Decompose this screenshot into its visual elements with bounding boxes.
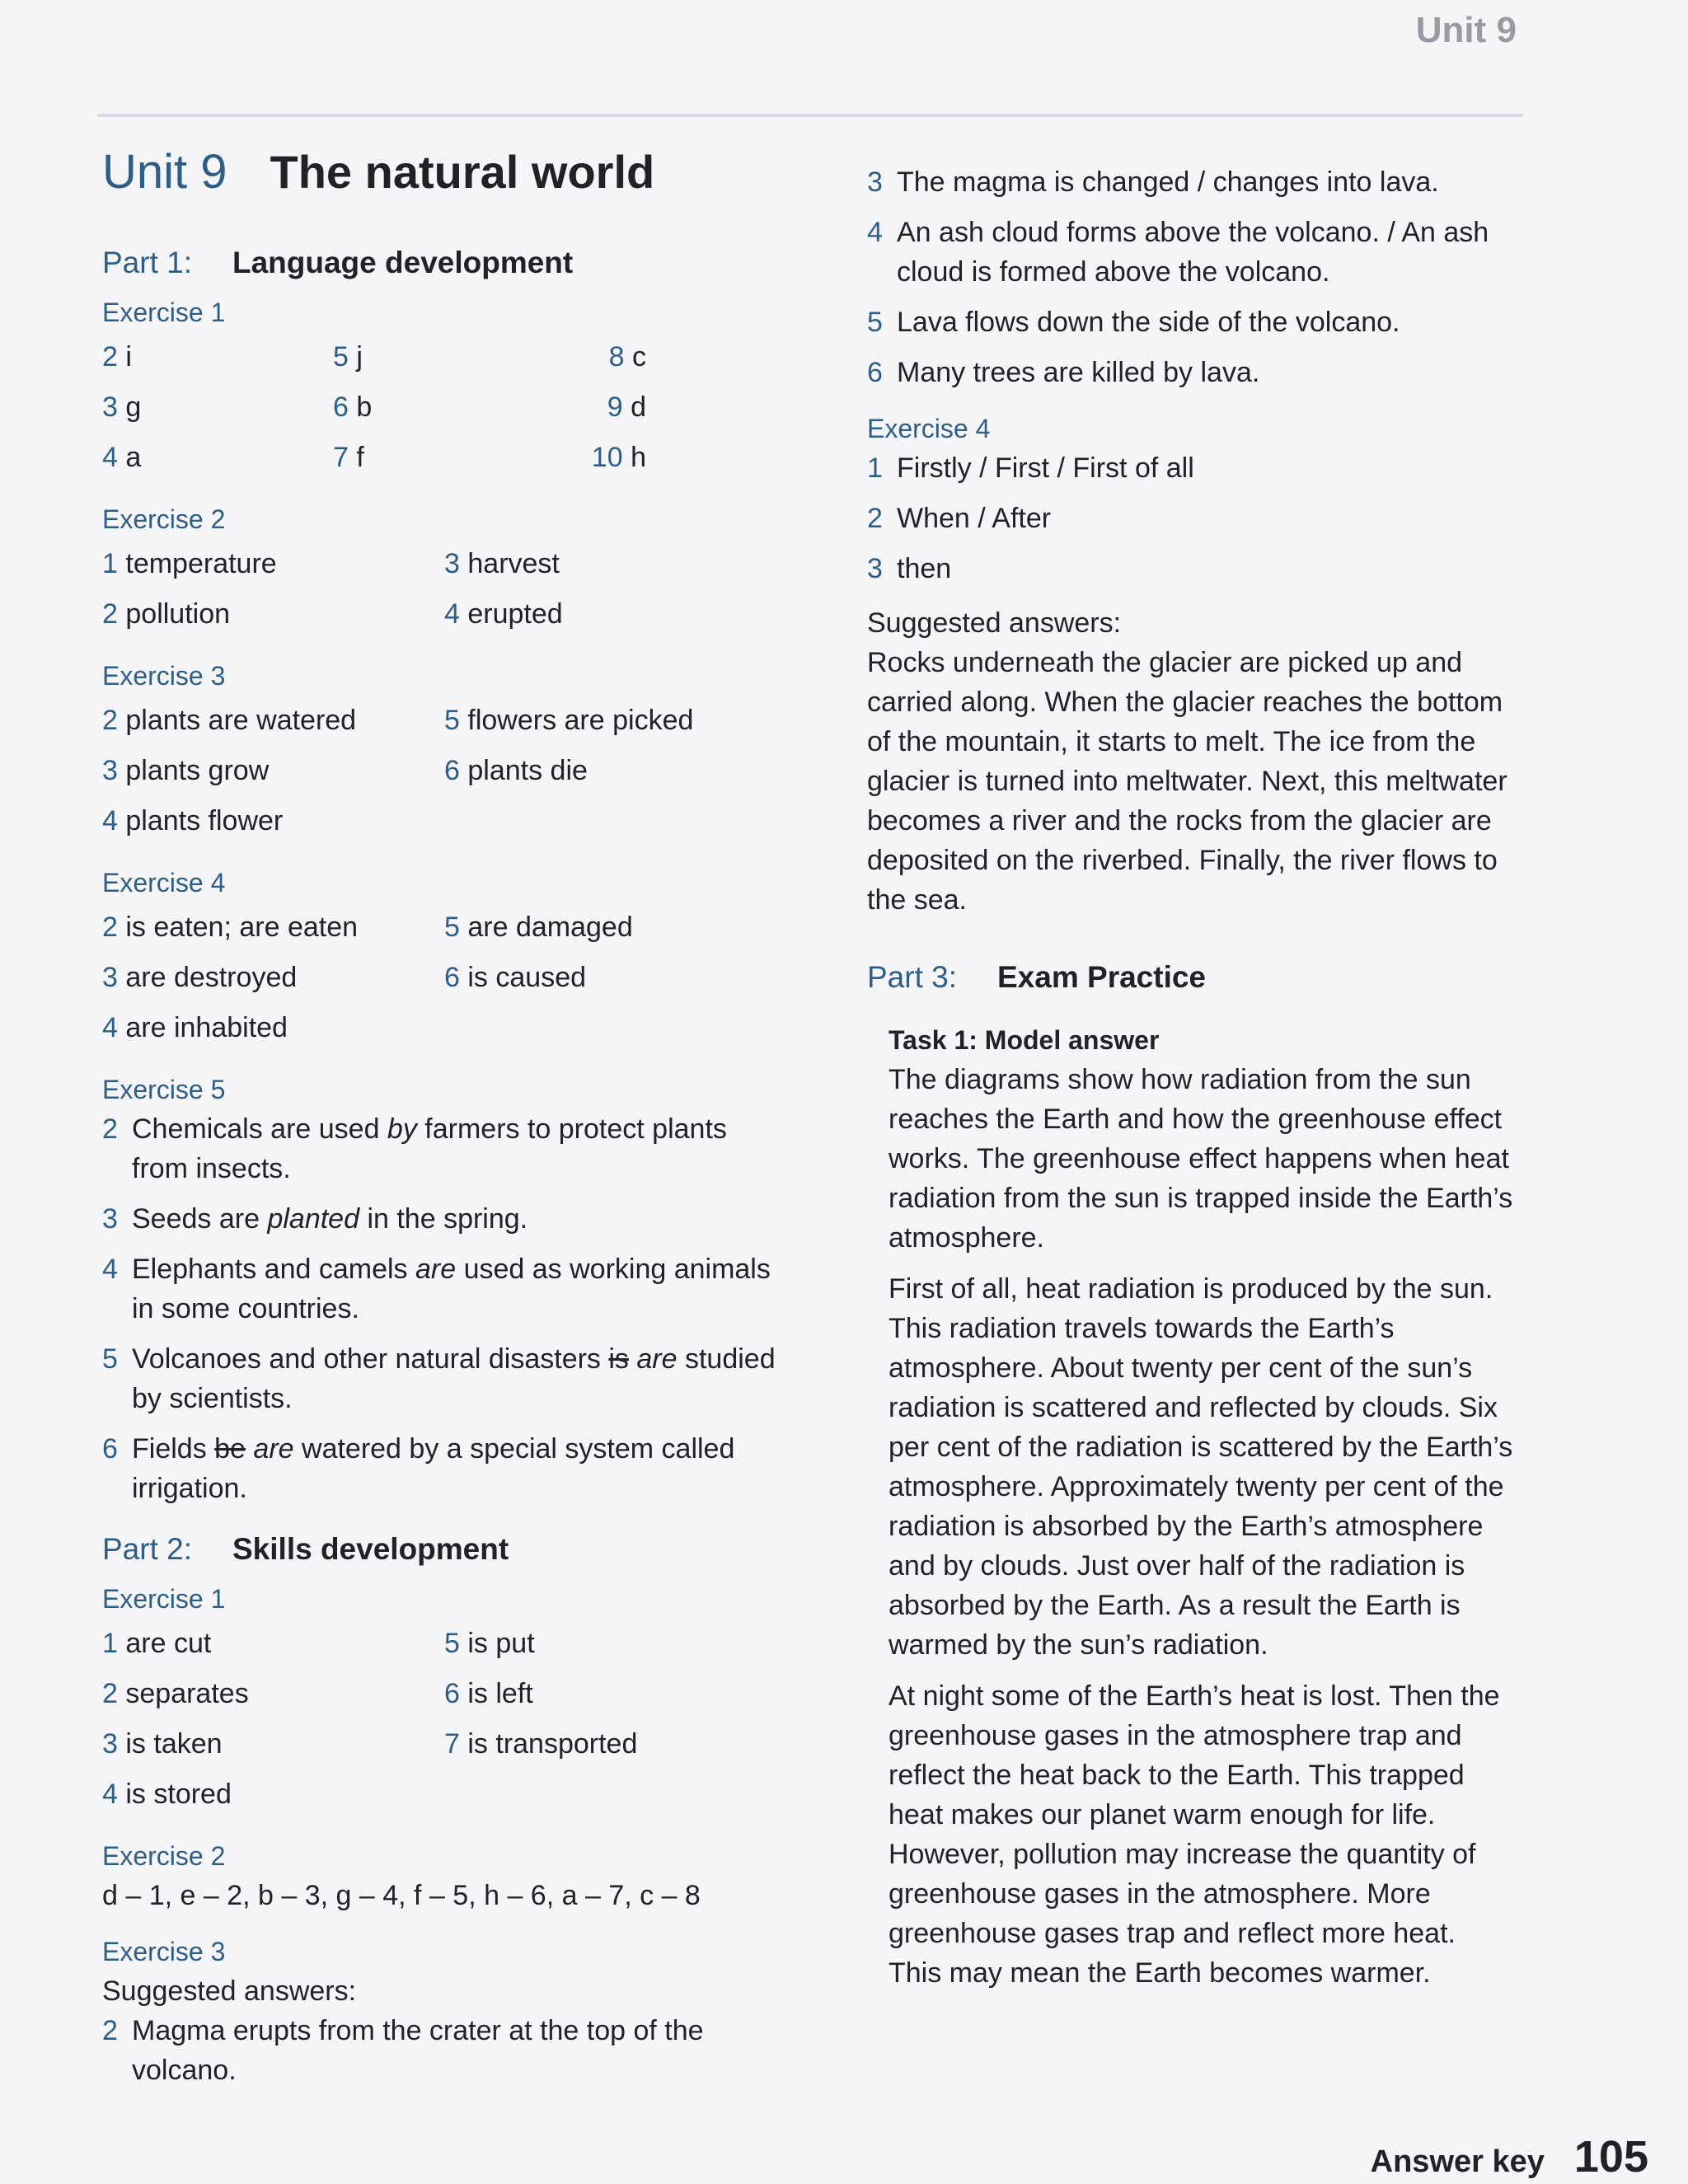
answer-cell (333, 382, 580, 433)
p2-exercise-4-intro: Suggested answers: (867, 607, 1122, 639)
answer-item (102, 2011, 778, 2090)
answer-number: 5 (444, 1628, 460, 1660)
answer-number: 2 (102, 1113, 118, 1146)
answer-text: Magma erupts from the crater at the top of the volcano. (132, 2015, 704, 2087)
p2-exercise-3-intro: Suggested answers: (102, 1975, 357, 2008)
answer-row (102, 332, 778, 382)
answer-text: is transported (467, 1728, 638, 1760)
answer-number: 6 (444, 755, 460, 787)
answer-row (102, 1669, 778, 1719)
answer-text: plants die (467, 755, 588, 787)
answer-text: plants flower (125, 805, 284, 837)
p2-exercise-1-answers (102, 1619, 778, 1820)
answer-row (102, 696, 778, 746)
answer-text: b (356, 391, 373, 424)
answer-cell (580, 433, 646, 483)
answer-number: 6 (333, 391, 349, 424)
answer-text: Chemicals are used by farmers to protect plants from insects. (132, 1113, 727, 1185)
answer-cell (444, 1719, 637, 1769)
unit-title (102, 144, 778, 223)
answer-cell (102, 902, 444, 953)
answer-item (102, 1249, 778, 1329)
answer-number: 2 (102, 1678, 118, 1710)
answer-text: f (356, 442, 364, 474)
answer-number: 9 (607, 391, 623, 424)
answer-text: is put (467, 1628, 535, 1660)
answer-row (102, 902, 778, 953)
answer-cell (444, 1619, 535, 1669)
left-column (102, 144, 778, 2101)
model-answer-paragraph: First of all, heat radiation is produced by the sun. This radiation travels towards the Earth’s atmosphere. About twenty per cent of the sun’s radiation is scattered and reflected by clouds. Six per cent of the radiation is scattered by the Earth’s atmosphere. Approximately twenty per cent of the radiation is absorbed by the Earth’s atmosphere and by clouds. Just over half of the radiation is absorbed by the Earth. As a result the Earth is warmed by the sun’s radiation. (889, 1273, 1513, 1661)
answer-number: 1 (867, 452, 883, 484)
answer-text: then (897, 553, 952, 584)
answer-number: 3 (102, 1728, 118, 1760)
answer-number: 3 (444, 548, 460, 580)
answer-text: is eaten; are eaten (125, 912, 359, 944)
answer-number: 5 (333, 341, 349, 373)
answer-text: harvest (467, 548, 560, 580)
answer-item (867, 353, 1526, 392)
answer-row (102, 796, 778, 846)
answer-text: pollution (125, 598, 231, 630)
answer-number: 1 (102, 1628, 118, 1660)
answer-item (867, 549, 1526, 588)
answer-cell (102, 332, 333, 382)
answer-row (102, 1003, 778, 1053)
answer-number: 2 (102, 598, 118, 630)
answer-text: are cut (125, 1628, 212, 1660)
answer-item (102, 1199, 778, 1239)
answer-number: 8 (608, 341, 625, 373)
part-number: Part 3: (867, 960, 957, 994)
unit-name: The natural world (270, 146, 655, 198)
answer-number: 6 (444, 962, 460, 994)
answer-number: 2 (102, 705, 118, 737)
part-number: Part 2: (102, 1532, 192, 1567)
answer-cell (102, 1669, 444, 1719)
answer-cell (333, 332, 580, 382)
struck-word: be (214, 1433, 246, 1465)
answer-text: is stored (125, 1779, 232, 1811)
answer-number: 5 (444, 705, 460, 737)
answer-number: 4 (102, 442, 118, 474)
answer-number: 1 (102, 548, 118, 580)
answer-text: Seeds are planted in the spring. (132, 1203, 528, 1235)
right-column (867, 162, 1526, 2004)
answer-item (867, 302, 1526, 342)
answer-number: 4 (102, 805, 118, 837)
answer-number: 10 (591, 442, 623, 474)
answer-cell (444, 589, 563, 640)
answer-number: 3 (867, 553, 883, 584)
answer-row (102, 1619, 778, 1669)
answer-number: 3 (867, 166, 883, 198)
answer-text: are damaged (467, 912, 633, 944)
answer-text: plants are watered (125, 705, 357, 737)
answer-number: 5 (102, 1343, 118, 1376)
answer-text: Many trees are killed by lava. (897, 357, 1260, 388)
p2-exercise-1-title: Exercise 1 (102, 1584, 226, 1615)
answer-cell (102, 953, 444, 1003)
answer-number: 2 (867, 503, 883, 534)
answer-row (102, 953, 778, 1003)
answer-text: The magma is changed / changes into lava. (897, 166, 1439, 198)
model-answer-box (889, 1020, 1515, 1993)
p1-exercise-3-title: Exercise 3 (102, 661, 226, 691)
answer-number: 5 (867, 307, 883, 338)
struck-word: is (608, 1343, 629, 1376)
answer-text: temperature (125, 548, 277, 580)
answer-text: are inhabited (125, 1012, 288, 1044)
part-name: Exam Practice (997, 960, 1207, 994)
answer-cell (333, 433, 580, 483)
p1-exercise-2-title: Exercise 2 (102, 504, 226, 535)
p1-exercise-2-answers (102, 539, 778, 640)
footer-label: Answer key (1370, 2144, 1545, 2179)
answer-text: j (356, 341, 363, 373)
answer-cell (102, 696, 444, 746)
answer-text: When / After (897, 503, 1052, 534)
answer-number: 6 (444, 1678, 460, 1710)
answer-number: 6 (102, 1433, 118, 1465)
answer-text: d (631, 391, 646, 424)
answer-row (102, 1769, 778, 1820)
answer-number: 2 (102, 341, 118, 373)
answer-item (102, 1429, 778, 1508)
header-rule (97, 114, 1523, 117)
part-2-heading (102, 1530, 778, 1569)
answer-number: 4 (444, 598, 460, 630)
part-1-heading (102, 243, 778, 283)
answer-item (867, 162, 1526, 202)
answer-cell (102, 1619, 444, 1669)
answer-text: Elephants and camels are used as working animals in some countries. (132, 1254, 771, 1325)
answer-number: 3 (102, 1203, 118, 1235)
answer-number: 3 (102, 391, 118, 424)
answer-text: are destroyed (125, 962, 298, 994)
answer-text: is caused (467, 962, 587, 994)
answer-cell (102, 539, 444, 589)
answer-cell (102, 796, 444, 846)
answer-row (102, 382, 778, 433)
answer-row (102, 433, 778, 483)
answer-number: 3 (102, 962, 118, 994)
answer-item (102, 1339, 778, 1418)
answer-item (867, 499, 1526, 538)
model-answer-paragraph: At night some of the Earth’s heat is lost. Then the greenhouse gases in the atmosphere trap and reflect the heat back to the Earth. This trapped heat makes our planet warm enough for life. However, pollution may increase the quantity of greenhouse gases in the atmosphere. More greenhouse gases trap and reflect more heat. This may mean the Earth becomes warmer. (889, 1680, 1500, 1990)
p1-exercise-4-title: Exercise 4 (102, 868, 226, 898)
answer-cell (444, 539, 560, 589)
answer-cell (102, 1003, 444, 1053)
p2-exercise-4-title: Exercise 4 (867, 414, 991, 443)
answer-cell (580, 332, 646, 382)
answer-text: c (632, 341, 646, 373)
part-number: Part 1: (102, 246, 192, 279)
answer-cell (102, 382, 333, 433)
answer-text: Fields be are watered by a special system called irrigation. (132, 1433, 735, 1505)
part-3-heading (867, 958, 1526, 997)
answer-text: Volcanoes and other natural disasters is are studied by scientists. (132, 1343, 776, 1415)
answer-number: 7 (333, 442, 349, 474)
answer-item (102, 1109, 778, 1188)
answer-cell (444, 902, 633, 953)
answer-text: i (125, 341, 132, 373)
p1-exercise-3-answers (102, 696, 778, 846)
answer-number: 6 (867, 357, 883, 388)
p1-exercise-1-title: Exercise 1 (102, 298, 226, 328)
answer-number: 4 (102, 1779, 118, 1811)
running-header-unit: Unit 9 (1415, 10, 1517, 50)
answer-cell (444, 746, 588, 796)
answer-number: 4 (867, 217, 883, 248)
p2-exercise-3-title: Exercise 3 (102, 1937, 226, 1967)
answer-cell (102, 746, 444, 796)
answer-cell (580, 382, 646, 433)
task-title: Task 1: Model answer (889, 1025, 1160, 1056)
p1-exercise-5-title: Exercise 5 (102, 1075, 226, 1105)
p1-exercise-1-answers (102, 332, 778, 483)
answer-number: 3 (102, 755, 118, 787)
answer-cell (444, 696, 693, 746)
p1-exercise-4-answers (102, 902, 778, 1053)
p2-exercise-4-paragraph: Rocks underneath the glacier are picked up and carried along. When the glacier reaches the bottom of the mountain, it starts to melt. The ice from the glacier is turned into meltwater. Next, this meltwater becomes a river and the rocks from the glacier are deposited on the riverbed. Finally, the river flows to the sea. (867, 647, 1507, 916)
answer-text: h (631, 442, 646, 474)
answer-number: 2 (102, 912, 118, 944)
unit-number: Unit 9 (102, 145, 227, 199)
answer-text: erupted (467, 598, 563, 630)
answer-text: plants grow (125, 755, 270, 787)
answer-text: separates (125, 1678, 249, 1710)
p1-exercise-5-answers (102, 1109, 778, 1508)
answer-text: is taken (125, 1728, 223, 1760)
answer-number: 4 (102, 1012, 118, 1044)
page-number: 105 (1573, 2132, 1648, 2182)
answer-text: Firstly / First / First of all (897, 452, 1194, 484)
answer-row (102, 746, 778, 796)
answer-text: a (125, 442, 142, 474)
answer-number: 4 (102, 1254, 118, 1286)
answer-cell (102, 1769, 444, 1820)
answer-text: Lava flows down the side of the volcano. (897, 307, 1400, 338)
answer-row (102, 539, 778, 589)
answer-text: An ash cloud forms above the volcano. / An ash cloud is formed above the volcano. (897, 217, 1489, 288)
answer-number: 5 (444, 912, 460, 944)
answer-cell (444, 953, 586, 1003)
answer-item (867, 448, 1526, 488)
p2-exercise-2-title: Exercise 2 (102, 1841, 226, 1872)
answer-text: g (125, 391, 142, 424)
answer-cell (444, 1669, 533, 1719)
answer-number: 7 (444, 1728, 460, 1760)
answer-row (102, 589, 778, 640)
model-answer-paragraph: The diagrams show how radiation from the sun reaches the Earth and how the greenhouse effect works. The greenhouse effect happens when heat radiation from the sun is trapped inside the Earth’s atmosphere. (889, 1064, 1513, 1254)
answer-cell (102, 589, 444, 640)
page-footer (1319, 2131, 1648, 2182)
p2-exercise-2-answer: d – 1, e – 2, b – 3, g – 4, f – 5, h – 6, a – 7, c – 8 (102, 1880, 701, 1912)
answer-text: flowers are picked (467, 705, 694, 737)
answer-text: is left (467, 1678, 533, 1710)
answer-cell (102, 1719, 444, 1769)
part-name: Language development (232, 246, 574, 279)
answer-cell (102, 433, 333, 483)
answer-row (102, 1719, 778, 1769)
part-name: Skills development (232, 1532, 509, 1567)
answer-number: 2 (102, 2015, 118, 2047)
answer-item (867, 213, 1526, 292)
